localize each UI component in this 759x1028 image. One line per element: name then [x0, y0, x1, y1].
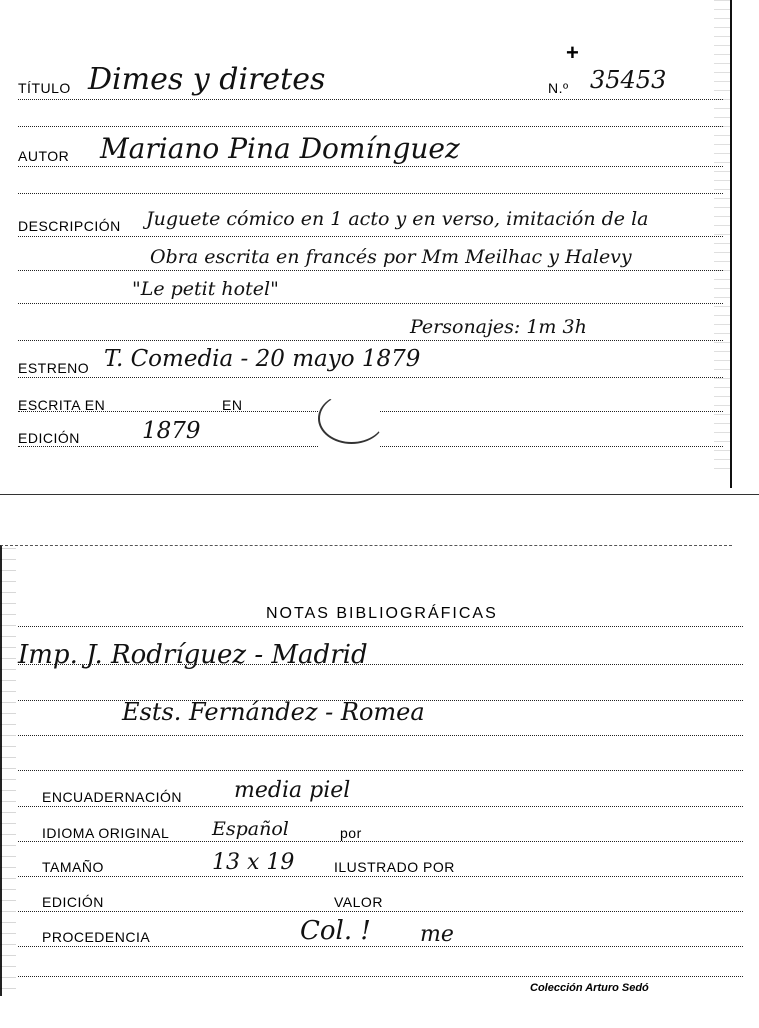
estreno-line [18, 377, 723, 378]
escrita-en-label: ESCRITA EN [18, 397, 106, 413]
titulo-label: TÍTULO [18, 80, 71, 96]
collection-credit: Colección Arturo Sedó [530, 982, 649, 994]
edicion-line [18, 446, 318, 447]
descripcion-rule [18, 236, 723, 237]
form-line [18, 841, 743, 842]
cross-mark: + [566, 40, 579, 65]
form-line [18, 911, 743, 912]
scan-noise [714, 0, 730, 470]
form-line [18, 976, 743, 977]
scan-noise [0, 548, 16, 998]
notes-line [18, 626, 743, 627]
descripcion-rule [18, 303, 723, 304]
notes-line [18, 770, 743, 771]
en-label: EN [222, 397, 243, 413]
encuadernacion-label: ENCUADERNACIÓN [42, 789, 183, 805]
procedencia-value: Col. ! [300, 916, 371, 946]
escrita-en-line [18, 411, 318, 412]
numero-label: N.º [548, 80, 569, 96]
titulo-line [18, 99, 723, 100]
form-line [18, 806, 743, 807]
catalog-card-main [0, 0, 732, 488]
note-line-2: Ests. Fernández - Romea [122, 698, 425, 726]
procedencia-extra: me [420, 922, 454, 947]
note-line-1: Imp. J. Rodríguez - Madrid [18, 640, 368, 670]
idioma-label: IDIOMA ORIGINAL [42, 825, 170, 841]
estreno-label: ESTRENO [18, 360, 90, 376]
por-label: por [340, 825, 362, 841]
edicion-label: EDICIÓN [18, 430, 80, 446]
notes-line [18, 735, 743, 736]
descripcion-label: DESCRIPCIÓN [18, 218, 121, 234]
numero-value: 35453 [590, 66, 667, 94]
valor-label: VALOR [334, 894, 383, 910]
encuadernacion-value: media piel [234, 778, 351, 803]
tamano-label: TAMAÑO [42, 859, 104, 875]
form-line [18, 876, 743, 877]
descripcion-line-1: Juguete cómico en 1 acto y en verso, imitación de la [146, 208, 649, 230]
form-line [18, 946, 743, 947]
card-separator [0, 494, 759, 495]
ilustrado-label: ILUSTRADO POR [334, 859, 455, 875]
notes-line [18, 664, 743, 665]
descripcion-line-2: Obra escrita en francés por Mm Meilhac y Halevy [150, 246, 632, 268]
titulo-value: Dimes y diretes [88, 62, 326, 97]
descripcion-line-3: "Le petit hotel" [132, 278, 279, 300]
autor-line [18, 166, 723, 167]
escrita-en-line [380, 411, 723, 412]
autor-label: AUTOR [18, 148, 70, 164]
descripcion-rule [18, 340, 723, 341]
idioma-value: Español [212, 818, 289, 840]
autor-value: Mariano Pina Domínguez [100, 132, 460, 165]
edicion-bottom-label: EDICIÓN [42, 894, 104, 910]
descripcion-rule [18, 270, 723, 271]
estreno-value: T. Comedia - 20 mayo 1879 [104, 346, 421, 372]
procedencia-label: PROCEDENCIA [42, 929, 151, 945]
edicion-line [380, 446, 723, 447]
tamano-value: 13 x 19 [212, 850, 295, 875]
blank-line [18, 126, 723, 127]
personajes-note: Personajes: 1m 3h [410, 316, 587, 338]
notas-heading: NOTAS BIBLIOGRÁFICAS [266, 605, 498, 622]
notes-line [18, 700, 743, 701]
edicion-value: 1879 [142, 418, 201, 444]
blank-line [18, 193, 723, 194]
punch-hole [318, 393, 385, 444]
